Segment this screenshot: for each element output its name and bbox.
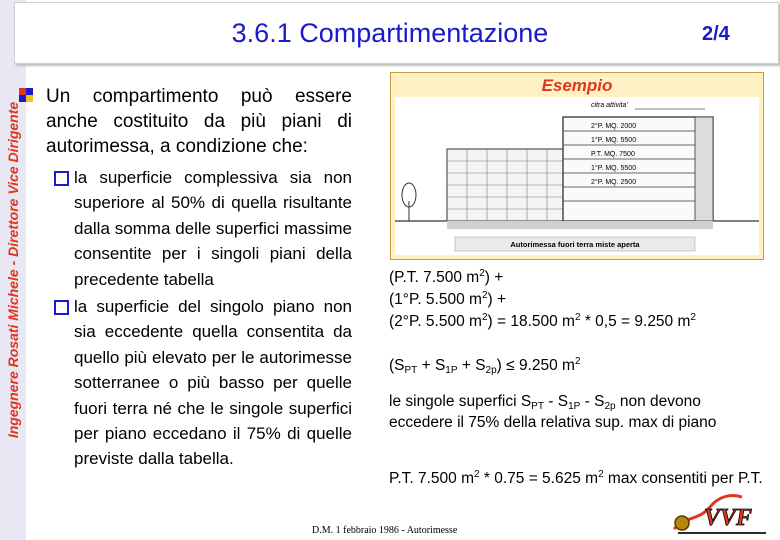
figure-caption: Autorimessa fuori terra miste aperta xyxy=(510,240,640,249)
vvf-logo-icon xyxy=(668,485,778,539)
figure-floor-label: 2°P. MQ. 2500 xyxy=(591,179,637,186)
figure-floor-label: P.T. MQ. 7500 xyxy=(591,151,635,158)
intro-text: Un compartimento può essere anche costituito da più piani di autorimessa, a condizione che: xyxy=(46,86,352,157)
list-item xyxy=(54,294,352,472)
example-panel xyxy=(390,72,764,260)
example-label: Esempio xyxy=(541,76,613,95)
figure-floor-label: 2°P. MQ. 2000 xyxy=(591,123,637,130)
list-item xyxy=(54,165,352,292)
footer-reference: D.M. 1 febbraio 1986 - Autorimesse xyxy=(312,525,458,536)
sidebar-author-text: Ingegnere Rosati Michele - Direttore Vice Dirigente xyxy=(5,101,21,439)
page-number: 2/4 xyxy=(702,23,730,45)
figure-floor-label: 1°P. MQ. 5500 xyxy=(591,165,637,172)
formula-line-2: (1°P. 5.500 $m^2$) + xyxy=(389,290,507,308)
svg-text:VVF: VVF xyxy=(703,505,753,531)
building-section-figure xyxy=(395,97,759,255)
condition-list xyxy=(54,165,352,472)
max-calculation: P.T. 7.500 $m^2 * 0.75 = 5.625$ $m^2$ max consentiti per P.T. xyxy=(389,469,763,487)
list-item-text: la superficie del singolo piano non sia eccedente quella consentita da quello più elevato per le autorimesse sotterranee o più basso per quelle fuori terra né che le singole superfici per piano eccedano il 75% di quelle previste dalla tabella. xyxy=(74,297,352,469)
formula-line-3: (2°P. 5.500 $m^2) = 18.500$ $m^2 * 0,5 = 9.250$ $m^2$ xyxy=(389,312,696,330)
figure-quota-label: citra attivita' xyxy=(591,102,628,109)
formula-line-1: (P.T. 7.500 $m^2$) + xyxy=(389,268,504,286)
figure-floor-label: 1°P. MQ. 5500 xyxy=(591,137,637,144)
checkbox-bullet-icon xyxy=(54,300,69,315)
formula-block xyxy=(389,267,764,333)
sidebar xyxy=(0,0,26,540)
slide-title: 3.6.1 Compartimentazione xyxy=(231,18,549,48)
limit-note: le singole superfici $S_{PT} - S_{1P} - S_{2p}$ non devono eccedere il 75% della relativa sup. max di piano xyxy=(389,393,717,431)
checkbox-bullet-icon xyxy=(54,171,69,186)
list-item-text: la superficie complessiva sia non superiore al 50% di quella risultante dalla somma delle superfici massime consentite per i singoli piani della precedente tabella xyxy=(74,168,352,289)
main-bullet-icon xyxy=(19,88,33,102)
sum-condition: $(S_{PT} + S_{1P} + S_{2p}) \le 9.250$ $m^2$ xyxy=(389,356,581,376)
